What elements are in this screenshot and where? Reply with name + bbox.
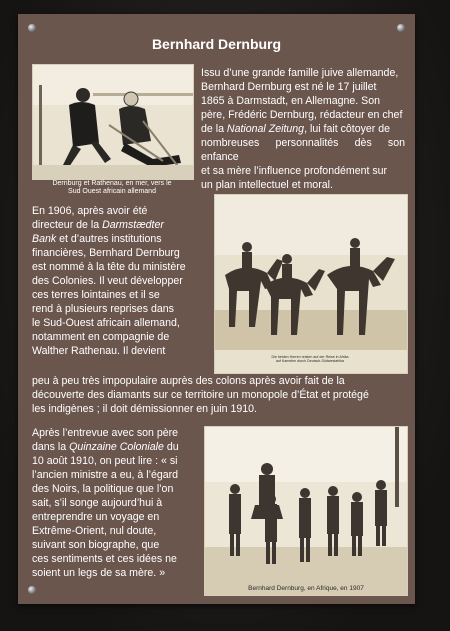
paragraph-resignation: peu à peu très impopulaire auprès des colons après avoir fait de la découverte des diamants sur ce territoire un monopole d’État et protégé les indigènes ; il doit démissionner en juin 1910. <box>32 375 369 415</box>
screw-icon <box>28 586 36 594</box>
paragraph-quote: Après l’entrevue avec son père dans la Quinzaine Coloniale du 10 août 1910, on peut lire : « si l’ancien ministre a eu, à l’égard des Noirs, la politique que l’on sait, s’il songe aujourd’hui à entreprendre un voyage en Extrême-Orient, nul doute, suivant son biographe, que ces sentiments et ces idées ne soient un legs de sa mère. » <box>32 427 179 579</box>
screw-icon <box>28 24 36 32</box>
photo-dernburg-rathenau <box>32 64 194 180</box>
screw-icon <box>397 24 405 32</box>
photo-camel-riders <box>214 194 408 374</box>
photo-dernburg-africa <box>204 426 408 596</box>
page-title: Bernhard Dernburg <box>151 36 282 52</box>
paragraph-ministry: En 1906, après avoir été directeur de la Darmstædter Bank et d’autres institutions financières, Bernhard Dernburg est nommé à la tête du ministère des Colonies. Il veut développer ces terres lointaines et il se rend à plusieurs reprises dans le Sud-Ouest africain allemand, notamment en compagnie de Walther Rathenau. Il devient <box>32 205 186 357</box>
photo-caption: Dernburg et Rathenau, en mer, vers le Sud Ouest africain allemand <box>52 180 172 195</box>
paragraph-biography: Issu d’une grande famille juive allemande, Bernhard Dernburg est né le 17 juillet 1865 à Darmstadt, en Allemagne. Son père, Frédéric Dernburg, rédacteur en chef de la National Zeitung, lui fait côtoyer de nombreuses personnalités dès son enfance et sa mère l’influence profondément sur un plan intellectuel et moral. <box>201 67 405 191</box>
photo-inner-caption: Die beiden Herren reisten auf der Reise in Afrika auf Kamelen durch Deutsch-Südwestafrika <box>271 355 349 363</box>
information-panel <box>18 14 415 604</box>
photo-caption: Bernhard Dernburg, en Afrique, en 1907 <box>248 585 364 592</box>
